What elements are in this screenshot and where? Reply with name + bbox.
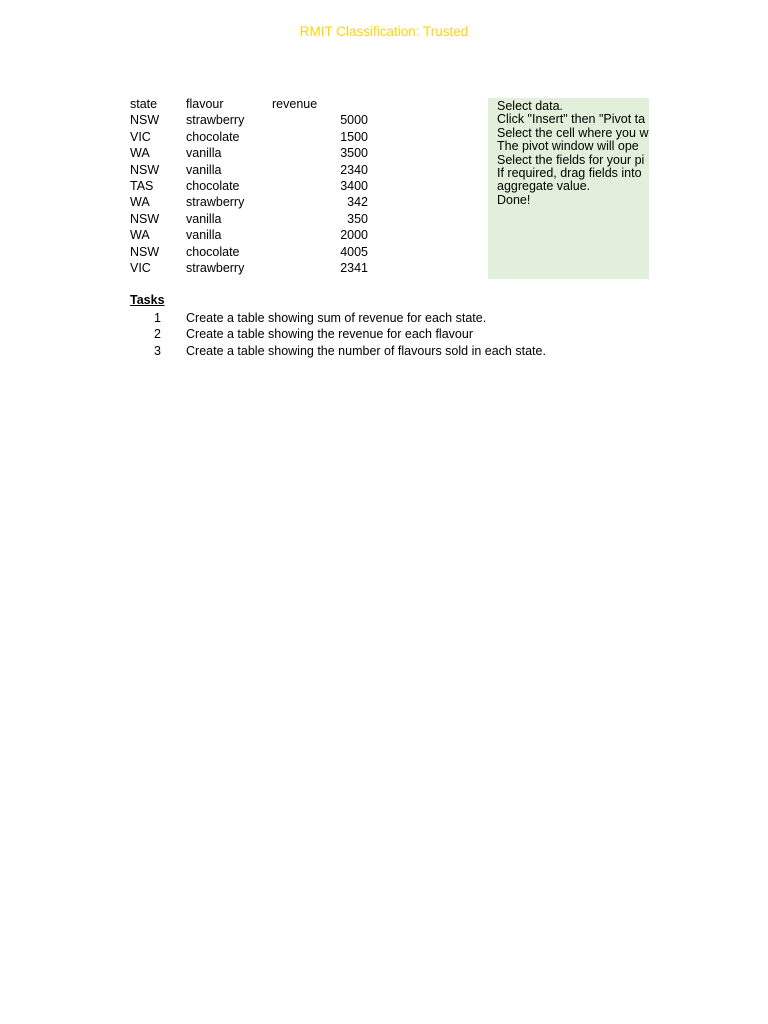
instruction-line: If required, drag fields into xyxy=(497,166,642,181)
cell-flavour[interactable]: chocolate xyxy=(186,244,240,259)
cell-flavour[interactable]: vanilla xyxy=(186,211,222,226)
tasks-list xyxy=(130,310,546,359)
table-row xyxy=(130,162,368,178)
cell-revenue[interactable]: 4005 xyxy=(340,244,368,259)
cell-revenue[interactable]: 2341 xyxy=(340,261,368,276)
task-text[interactable]: Create a table showing sum of revenue for each state. xyxy=(186,311,487,325)
cell-flavour[interactable]: strawberry xyxy=(186,261,245,276)
classification-label: RMIT Classification: Trusted xyxy=(299,24,469,39)
header-flavour[interactable]: flavour xyxy=(186,97,224,111)
instruction-line: Select data. xyxy=(497,99,564,113)
cell-flavour[interactable]: vanilla xyxy=(186,162,222,177)
cell-revenue[interactable]: 2340 xyxy=(340,162,368,177)
instruction-line: aggregate value. xyxy=(497,179,591,194)
task-row xyxy=(130,310,546,326)
cell-revenue[interactable]: 5000 xyxy=(340,113,368,128)
cell-flavour[interactable]: vanilla xyxy=(186,146,222,161)
header-state[interactable]: state xyxy=(130,97,158,111)
cell-state[interactable]: NSW xyxy=(130,211,160,226)
table-row xyxy=(130,244,368,260)
cell-flavour[interactable]: vanilla xyxy=(186,228,222,243)
cell-revenue[interactable]: 3400 xyxy=(340,179,368,194)
cell-revenue[interactable]: 2000 xyxy=(340,228,368,243)
task-number[interactable]: 1 xyxy=(154,311,161,325)
cell-state[interactable]: NSW xyxy=(130,113,160,128)
task-row xyxy=(130,326,546,342)
table-row xyxy=(130,178,368,194)
table-header-row xyxy=(130,96,368,112)
table-row xyxy=(130,112,368,128)
cell-flavour[interactable]: strawberry xyxy=(186,113,245,128)
cell-state[interactable]: WA xyxy=(130,195,150,210)
cell-revenue[interactable]: 342 xyxy=(347,195,368,210)
task-number[interactable]: 3 xyxy=(154,343,161,358)
cell-state[interactable]: WA xyxy=(130,146,150,161)
task-text[interactable]: Create a table showing the number of flavours sold in each state. xyxy=(186,343,546,358)
instruction-line: Select the fields for your pi xyxy=(497,152,645,167)
table-row xyxy=(130,211,368,227)
cell-flavour[interactable]: chocolate xyxy=(186,179,240,194)
instruction-line: Click "Insert" then "Pivot ta xyxy=(497,112,646,127)
cell-revenue[interactable]: 1500 xyxy=(340,129,368,144)
cell-state[interactable]: VIC xyxy=(130,261,151,276)
table-row xyxy=(130,227,368,243)
cell-revenue[interactable]: 350 xyxy=(347,211,368,226)
instruction-line: Done! xyxy=(497,192,531,207)
table-row xyxy=(130,260,368,276)
instruction-line: Select the cell where you w xyxy=(497,125,649,140)
tasks-title[interactable]: Tasks xyxy=(130,293,165,307)
cell-state[interactable]: NSW xyxy=(130,162,160,177)
cell-state[interactable]: NSW xyxy=(130,244,160,259)
table-row xyxy=(130,194,368,210)
cell-revenue[interactable]: 3500 xyxy=(340,146,368,161)
cell-state[interactable]: TAS xyxy=(130,179,154,194)
task-row xyxy=(130,343,546,359)
table-row xyxy=(130,145,368,161)
cell-flavour[interactable]: strawberry xyxy=(186,195,245,210)
cell-state[interactable]: VIC xyxy=(130,129,151,144)
task-text[interactable]: Create a table showing the revenue for each flavour xyxy=(186,327,473,342)
data-table xyxy=(130,96,368,276)
header-revenue[interactable]: revenue xyxy=(272,97,318,111)
cell-flavour[interactable]: chocolate xyxy=(186,129,240,144)
instructions-textbox[interactable] xyxy=(488,98,649,279)
cell-state[interactable]: WA xyxy=(130,228,150,243)
table-row xyxy=(130,129,368,145)
task-number[interactable]: 2 xyxy=(154,327,161,342)
instruction-line: The pivot window will ope xyxy=(497,139,639,154)
